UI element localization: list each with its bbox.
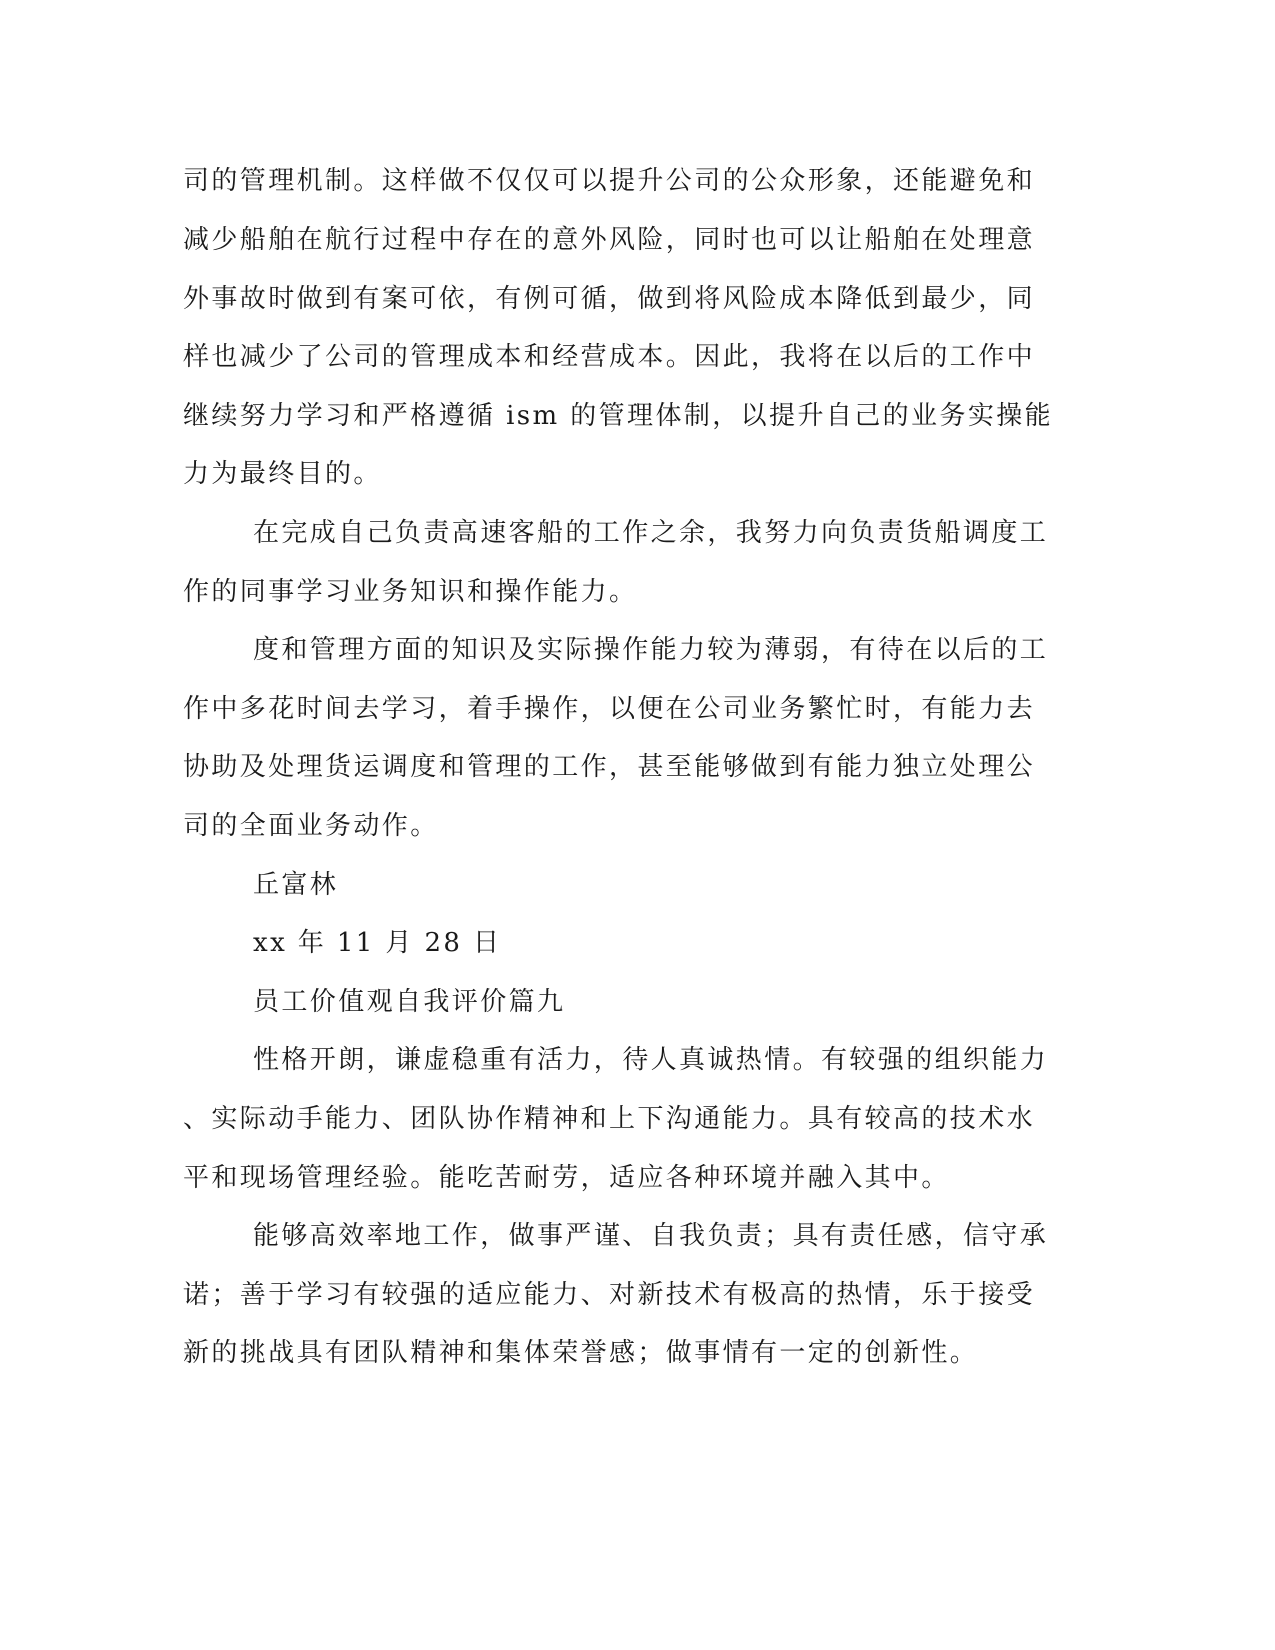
section-heading: 员工价值观自我评价篇九	[253, 987, 566, 1017]
text-line: 新的挑战具有团队精神和集体荣誉感；做事情有一定的创新性。	[183, 1338, 979, 1368]
text-line: 司的全面业务动作。	[183, 811, 439, 841]
text-line: 继续努力学习和严格遵循 ism 的管理体制，以提升自己的业务实操能	[183, 401, 1054, 431]
text-line: 作的同事学习业务知识和操作能力。	[183, 577, 638, 607]
signature-date: xx 年 11 月 28 日	[253, 928, 502, 958]
text-line: 、实际动手能力、团队协作精神和上下沟通能力。具有较高的技术水	[183, 1104, 1036, 1134]
paragraph-first-line: 度和管理方面的知识及实际操作能力较为薄弱，有待在以后的工	[253, 635, 1049, 665]
paragraph-first-line: 能够高效率地工作，做事严谨、自我负责；具有责任感，信守承	[253, 1221, 1049, 1251]
paragraph-first-line: 在完成自己负责高速客船的工作之余，我努力向负责货船调度工	[253, 518, 1049, 548]
text-line: 力为最终目的。	[183, 459, 382, 489]
text-line: 平和现场管理经验。能吃苦耐劳，适应各种环境并融入其中。	[183, 1163, 950, 1193]
text-line: 协助及处理货运调度和管理的工作，甚至能够做到有能力独立处理公	[183, 752, 1036, 782]
text-line: 外事故时做到有案可依，有例可循，做到将风险成本降低到最少，同	[183, 284, 1036, 314]
text-line: 减少船舶在航行过程中存在的意外风险，同时也可以让船舶在处理意	[183, 225, 1036, 255]
text-line: 样也减少了公司的管理成本和经营成本。因此，我将在以后的工作中	[183, 342, 1036, 372]
text-line: 作中多花时间去学习，着手操作，以便在公司业务繁忙时，有能力去	[183, 694, 1036, 724]
paragraph-first-line: 性格开朗，谦虚稳重有活力，待人真诚热情。有较强的组织能力	[253, 1045, 1049, 1075]
signature-name: 丘富林	[253, 870, 339, 900]
text-line: 司的管理机制。这样做不仅仅可以提升公司的公众形象，还能避免和	[183, 166, 1036, 196]
text-line: 诺；善于学习有较强的适应能力、对新技术有极高的热情，乐于接受	[183, 1280, 1036, 1310]
